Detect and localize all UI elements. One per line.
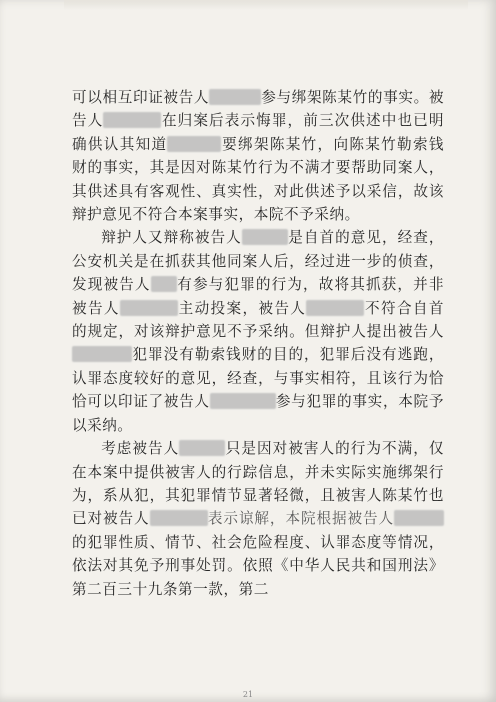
text-segment: 主动投案，被告人	[177, 299, 307, 317]
document-body	[72, 86, 444, 601]
page-number: 21	[242, 690, 254, 699]
redaction-box	[103, 112, 161, 128]
redaction-box	[167, 136, 221, 152]
redaction-box	[394, 510, 444, 526]
text-segment: 要绑架陈某竹，向陈某竹勒索钱财的事实，其是因对陈某竹行为不满才要帮助同案人，其供述具有客观性、真实性，对此供述予以采信，故该辩护意见不符合本案事实，本院不予采纳。	[72, 135, 444, 224]
paragraph-1	[72, 86, 444, 226]
redaction-box	[306, 300, 364, 316]
text-segment: 只是因对被害人的行为不满，仅在本案中提供被害人的行踪信息，并未实际实施绑架行为，系从犯，其犯罪情节显著轻微，且被害人陈某竹也已对被告人	[72, 440, 444, 528]
redaction-box	[242, 229, 288, 245]
redaction-box	[151, 276, 177, 292]
paragraph-2	[72, 226, 444, 437]
text-segment: 辩护人又辩称被告人	[101, 229, 242, 247]
text-segment: 的犯罪性质、情节、社会危险程度、认罪态度等情况，依法对其免予刑事处罚。依照《中华人民共和国刑法》第二百三十九条第一款，第二	[72, 533, 444, 598]
redaction-box	[210, 393, 276, 409]
scan-edge-shadow	[64, 0, 468, 10]
text-segment: 考虑被告人	[101, 440, 180, 458]
text-segment: 是自首的意见，经查，公安机关是在抓获其他同案人后，经过进一步的侦查，发现被告人	[72, 229, 444, 294]
text-segment: 在归案后表示悔罪，前三次供述中也已明确供认其知道	[72, 112, 444, 153]
redaction-box	[120, 300, 178, 316]
redaction-box	[209, 89, 261, 105]
text-segment: 参与绑架陈某竹的事实。被告人	[72, 89, 444, 130]
text-segment: 犯罪没有勒索钱财的目的，犯罪后没有逃跑，认罪态度较好的意见，经查，与事实相符，且该行为恰恰可以印证了被告人	[72, 346, 444, 411]
paragraph-3	[72, 437, 444, 601]
redaction-box	[179, 440, 225, 456]
text-segment: 不符合自首的规定，对该辩护意见不予采纳。但辩护人提出被告人	[72, 299, 444, 341]
text-segment: 有参与犯罪的行为，故将其抓获，并非被告人	[72, 276, 444, 317]
text-segment: 表示谅解，本院根据被告人	[207, 510, 394, 528]
text-segment: 参与犯罪的事实，本院予以采纳。	[72, 393, 444, 434]
text-segment: 可以相互印证被告人	[72, 89, 210, 106]
redaction-box	[150, 510, 208, 526]
redaction-box	[72, 346, 132, 362]
